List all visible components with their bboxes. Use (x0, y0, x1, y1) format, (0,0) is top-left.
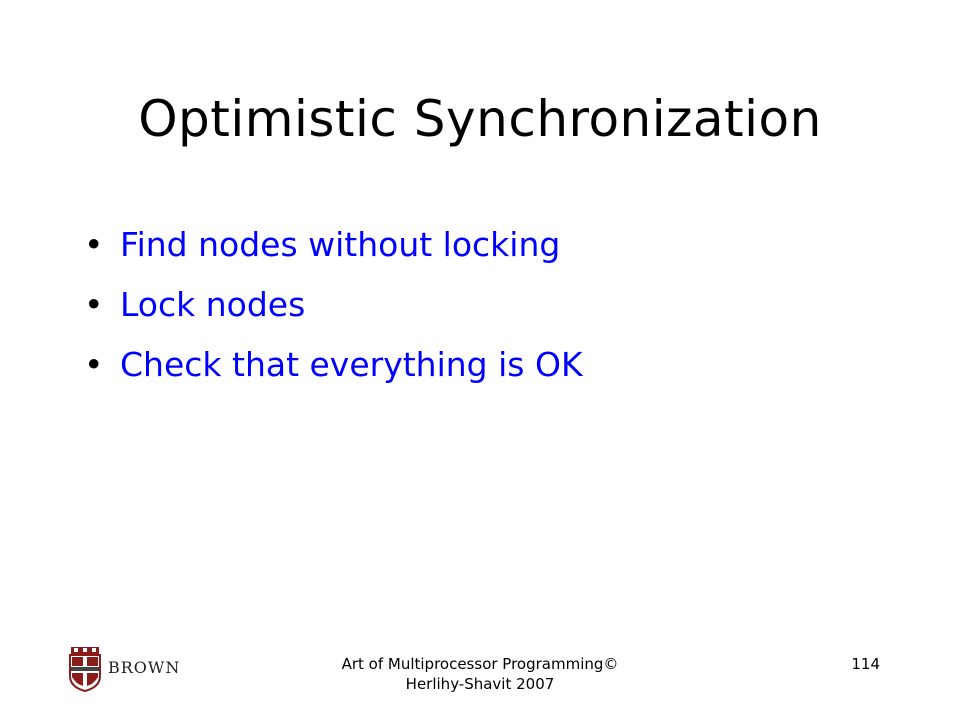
bullet-text: Lock nodes (120, 285, 306, 324)
bullet-marker: • (84, 285, 104, 324)
university-shield-icon (68, 646, 102, 692)
slide-title: Optimistic Synchronization (138, 90, 822, 148)
footer-credit: Art of Multiprocessor Programming© Herlihy-Shavit 2007 (341, 655, 619, 693)
logo-wordmark: BROWN (108, 658, 181, 677)
bullet-text: Check that everything is OK (120, 345, 583, 384)
bullet-marker: • (84, 225, 104, 264)
bullet-text: Find nodes without locking (120, 225, 561, 264)
page-number: 114 (851, 655, 880, 673)
bullet-marker: • (84, 345, 104, 384)
brown-logo (68, 644, 181, 694)
